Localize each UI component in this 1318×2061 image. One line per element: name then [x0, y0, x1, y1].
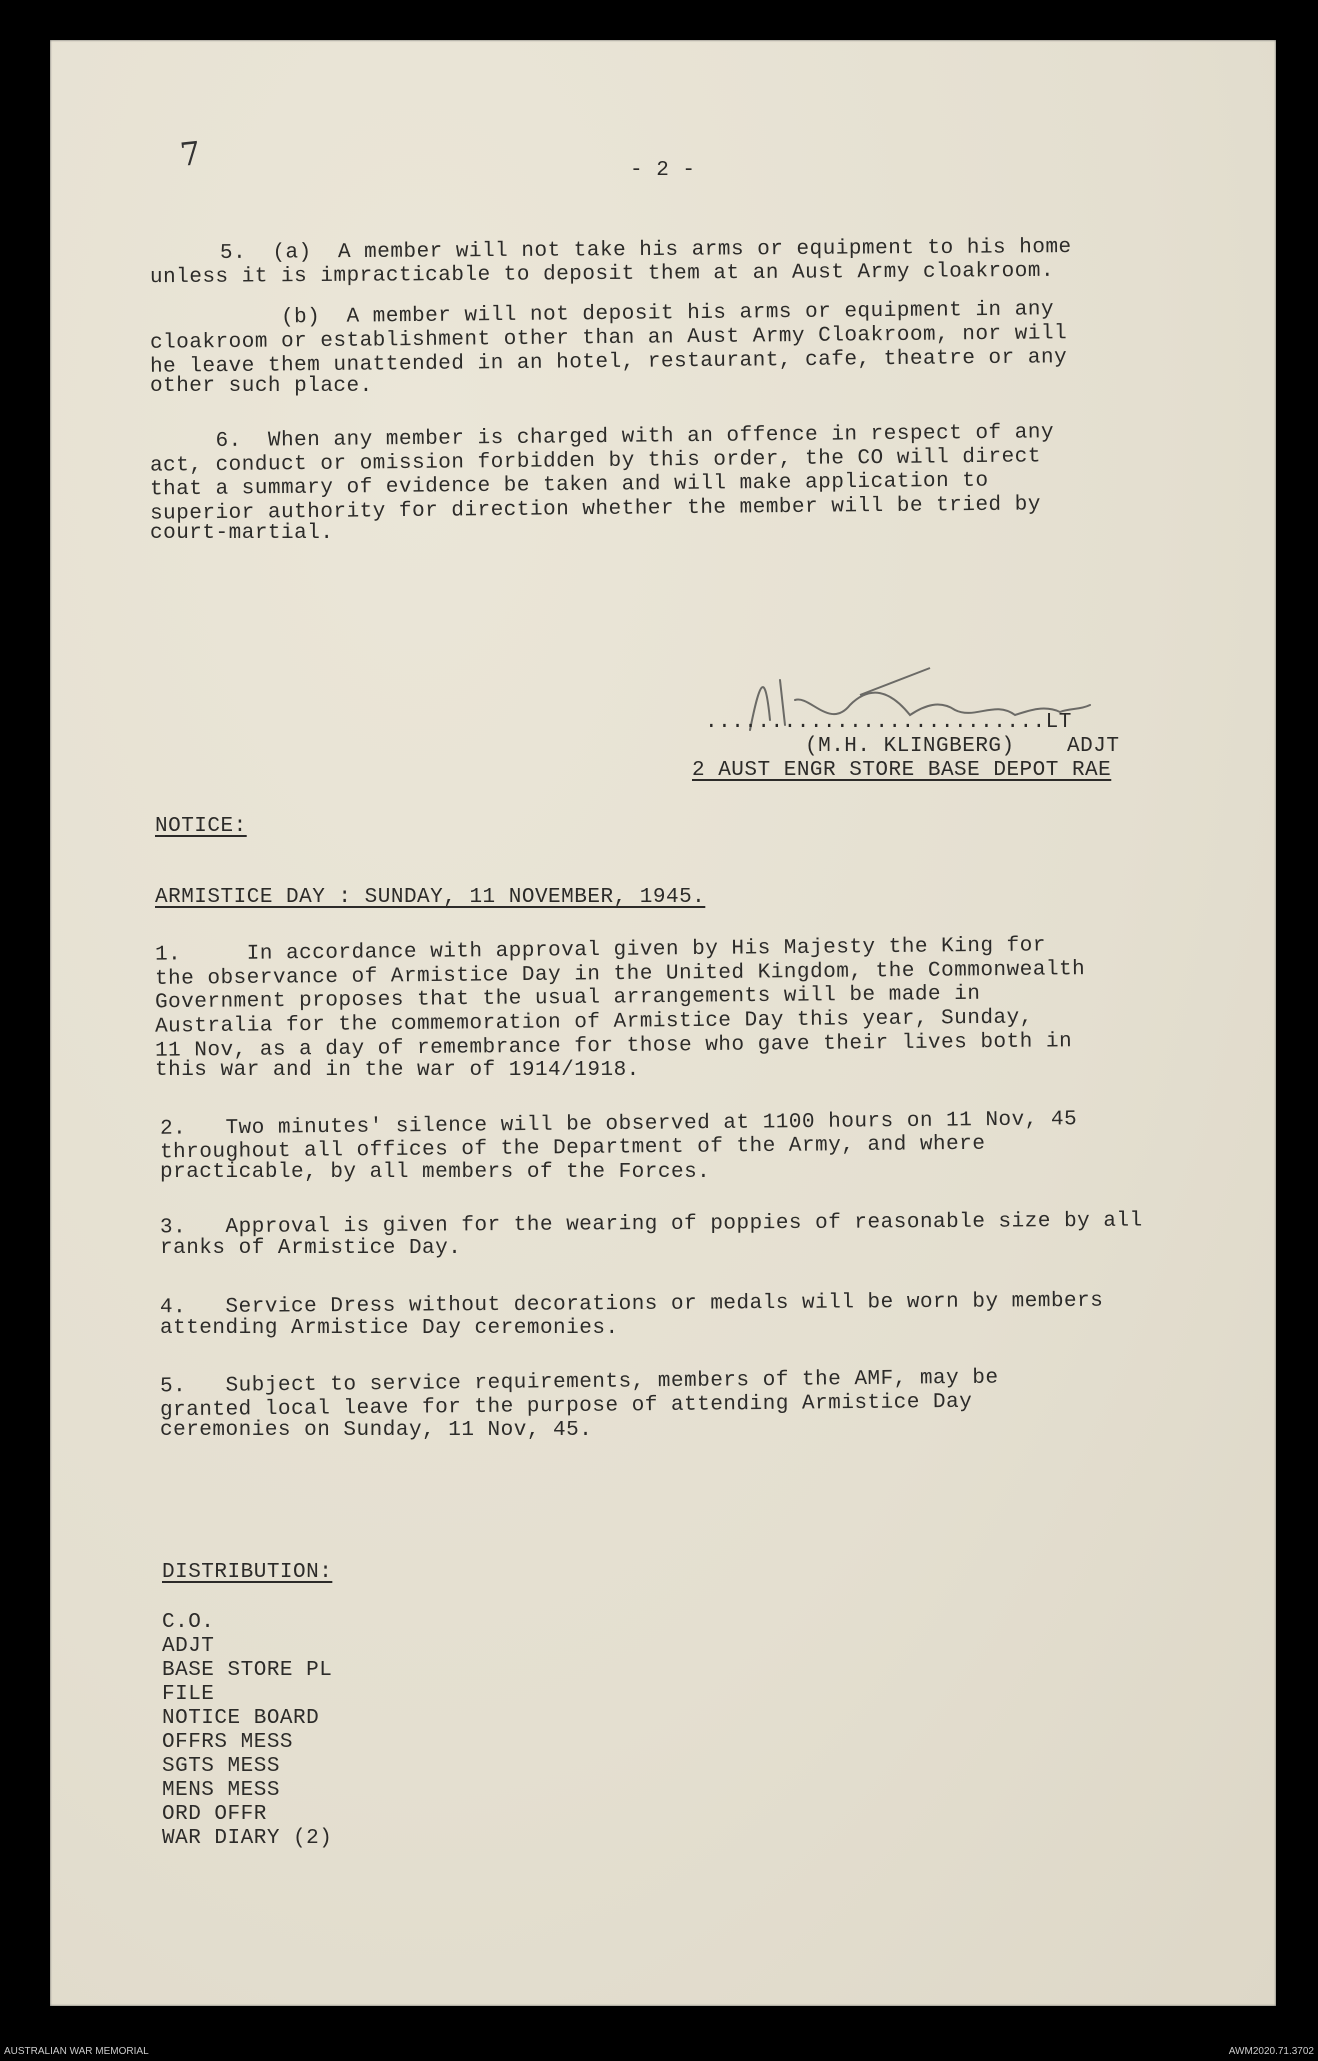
footer-right: AWM2020.71.3702	[1228, 2046, 1314, 2057]
notice3-line2: ranks of Armistice Day.	[160, 1237, 462, 1260]
notice5-line1: 5. Subject to service requirements, members of the AMF, may be	[159, 1366, 999, 1399]
list-item: BASE STORE PL	[162, 1659, 333, 1682]
notice1-line4: Australia for the commemoration of Armistice Day this year, Sunday,	[154, 1006, 1033, 1039]
notice2-line1: 2. Two minutes' silence will be observed at 1100 hours on 11 Nov, 45	[159, 1108, 1078, 1141]
list-item: NOTICE BOARD	[162, 1707, 320, 1730]
notice-heading: NOTICE:	[155, 815, 247, 838]
notice3-line1: 3. Approval is given for the wearing of poppies of reasonable size by all	[159, 1209, 1143, 1240]
document-page	[50, 40, 1276, 2006]
footer-left: AUSTRALIAN WAR MEMORIAL	[4, 2046, 149, 2057]
notice1-line3: Government proposes that the usual arrangements will be made in	[154, 982, 981, 1015]
para6-line5: court-martial.	[150, 522, 334, 545]
armistice-heading: ARMISTICE DAY : SUNDAY, 11 NOVEMBER, 1945.	[155, 886, 706, 909]
signature-dots: ..........................LT	[705, 711, 1072, 734]
para5a-line1: 5. (a) A member will not take his arms or equipment to his home	[219, 236, 1072, 265]
list-item: MENS MESS	[162, 1779, 280, 1802]
notice1-line5: 11 Nov, as a day of remembrance for those who gave their lives both in	[154, 1030, 1073, 1063]
notice4-line1: 4. Service Dress without decorations or medals will be worn by members	[159, 1289, 1104, 1320]
list-item: ORD OFFR	[162, 1803, 267, 1826]
list-item: SGTS MESS	[162, 1755, 280, 1778]
list-item: OFFRS MESS	[162, 1731, 294, 1754]
notice2-line2: throughout all offices of the Department of the Army, and where	[159, 1132, 986, 1165]
para6-line4: superior authority for direction whether the member will be tried by	[149, 493, 1042, 526]
list-item: WAR DIARY (2)	[162, 1827, 333, 1850]
para5b-line3: he leave them unattended in an hotel, restaurant, cafe, theatre or any	[149, 346, 1068, 379]
para6-line1: 6. When any member is charged with an offence in respect of any	[149, 421, 1055, 454]
unit-name: 2 AUST ENGR STORE BASE DEPOT RAE	[692, 759, 1112, 782]
notice1-line1: 1. In accordance with approval given by His Majesty the King for	[154, 934, 1047, 967]
notice2-line3: practicable, by all members of the Forces.	[160, 1161, 711, 1184]
notice5-line3: ceremonies on Sunday, 11 Nov, 45.	[160, 1419, 593, 1442]
notice4-line2: attending Armistice Day ceremonies.	[160, 1317, 619, 1340]
distribution-heading: DISTRIBUTION:	[162, 1561, 333, 1584]
notice1-line6: this war and in the war of 1914/1918.	[155, 1059, 640, 1082]
para6-line3: that a summary of evidence be taken and will make application to	[149, 469, 989, 502]
para5b-line4: other such place.	[150, 375, 373, 398]
list-item: FILE	[162, 1683, 215, 1706]
margin-mark: 7	[178, 134, 203, 174]
notice1-line2: the observance of Armistice Day in the United Kingdom, the Commonwealth	[154, 958, 1086, 991]
list-item: C.O.	[162, 1611, 215, 1634]
para5b-line2: cloakroom or establishment other than an Aust Army Cloakroom, nor will	[149, 322, 1068, 355]
para6-line2: act, conduct or omission forbidden by this order, the CO will direct	[149, 445, 1042, 478]
para5a-line2: unless it is impracticable to deposit them at an Aust Army cloakroom.	[149, 259, 1055, 290]
para5b-line1: (b) A member will not deposit his arms or equipment in any	[149, 298, 1055, 331]
list-item: ADJT	[162, 1635, 215, 1658]
notice5-line2: granted local leave for the purpose of attending Armistice Day	[159, 1390, 973, 1423]
signatory-name: (M.H. KLINGBERG) ADJT	[805, 735, 1120, 758]
page-number: - 2 -	[630, 159, 696, 182]
